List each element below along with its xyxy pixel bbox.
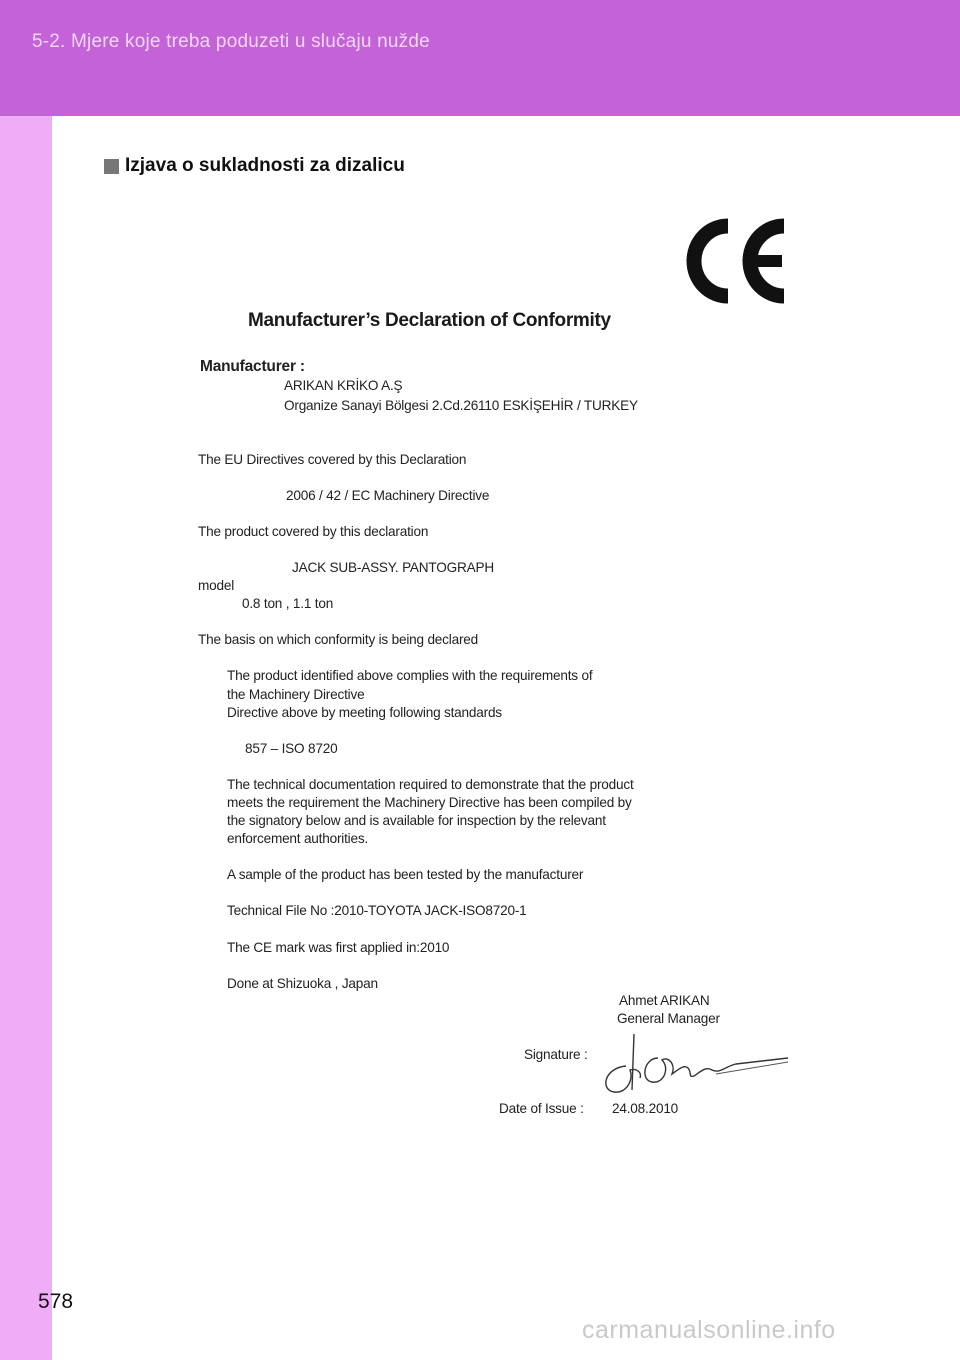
signature-label: Signature : xyxy=(524,1047,588,1062)
section-heading-text: Izjava o sukladnosti za dizalicu xyxy=(125,155,405,176)
manufacturer-name: ARIKAN KRİKO A.Ş xyxy=(284,378,403,393)
model-label: model xyxy=(198,578,235,593)
basis-line-3: Directive above by meeting following standards xyxy=(227,705,502,720)
declaration-title: Manufacturer’s Declaration of Conformity xyxy=(248,310,611,331)
manufacturer-address: Organize Sanayi Bölgesi 2.Cd.26110 ESKİŞEHİR / TURKEY xyxy=(284,398,638,413)
date-label: Date of Issue : xyxy=(499,1101,584,1116)
basis-line-2: the Machinery Directive xyxy=(227,687,365,702)
tech-doc-line-2: meets the requirement the Machinery Directive has been compiled by xyxy=(227,795,632,810)
section-heading xyxy=(104,155,405,177)
signer-name: Ahmet ARIKAN xyxy=(619,993,710,1008)
page-header xyxy=(0,0,960,116)
done-at: Done at Shizuoka , Japan xyxy=(227,976,378,991)
ce-mark-logo xyxy=(680,218,790,304)
signer-title: General Manager xyxy=(617,1011,720,1026)
date-value: 24.08.2010 xyxy=(612,1101,679,1116)
product-name: JACK SUB-ASSY. PANTOGRAPH xyxy=(292,560,494,575)
directives-label: The EU Directives covered by this Declaration xyxy=(198,452,467,467)
standard-value: 857 – ISO 8720 xyxy=(245,741,338,756)
tech-doc-line-4: enforcement authorities. xyxy=(227,831,369,846)
directive-value: 2006 / 42 / EC Machinery Directive xyxy=(286,488,490,503)
manufacturer-label: Manufacturer : xyxy=(200,358,305,375)
technical-file: Technical File No :2010-TOYOTA JACK-ISO8720-1 xyxy=(227,903,527,918)
basis-label: The basis on which conformity is being declared xyxy=(198,632,478,647)
page-number: 578 xyxy=(38,1290,74,1313)
tech-doc-line-1: The technical documentation required to demonstrate that the product xyxy=(227,777,634,792)
watermark: carmanualsonline.info xyxy=(582,1316,836,1344)
square-bullet-icon xyxy=(104,159,119,174)
model-values: 0.8 ton , 1.1 ton xyxy=(242,596,334,611)
ce-applied: The CE mark was first applied in:2010 xyxy=(227,940,450,955)
side-bar xyxy=(0,116,52,1360)
handwritten-signature xyxy=(596,1028,796,1098)
basis-line-1: The product identified above complies with the requirements of xyxy=(227,668,593,683)
sample-text: A sample of the product has been tested by the manufacturer xyxy=(227,867,584,882)
product-label: The product covered by this declaration xyxy=(198,524,429,539)
tech-doc-line-3: the signatory below and is available for inspection by the relevant xyxy=(227,813,606,828)
chapter-title: 5-2. Mjere koje treba poduzeti u slučaju nužde xyxy=(32,31,430,52)
